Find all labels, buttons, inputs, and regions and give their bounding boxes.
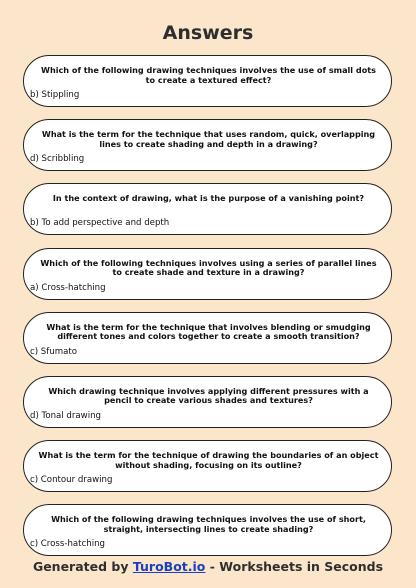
brand-link[interactable]: TuroBot.io — [132, 559, 206, 574]
answer-card — [23, 248, 392, 300]
answer-card — [23, 440, 392, 492]
question-text: Which of the following drawing techniques involves the use of short, straight, intersecting lines to create shading? — [51, 514, 366, 534]
question-text: Which drawing technique involves applying different pressures with a pencil to create various shades and textures? — [48, 385, 369, 406]
question-text: In the context of drawing, what is the purpose of a vanishing point? — [52, 193, 365, 204]
answer-card — [23, 55, 392, 107]
answer-card — [23, 504, 392, 556]
answer-text: c) Sfumato — [30, 346, 78, 357]
answer-text: d) Scribbling — [30, 154, 85, 165]
answer-card — [23, 183, 392, 235]
answer-text: c) Contour drawing — [30, 475, 113, 486]
answer-text: c) Cross-hatching — [30, 539, 106, 550]
answer-list — [23, 55, 392, 569]
answer-text: a) Cross-hatching — [30, 282, 106, 293]
question-text: Which of the following techniques involves using a series of parallel lines to create shade and texture in a drawing? — [40, 257, 377, 278]
answer-card — [23, 119, 392, 171]
question-text: What is the term for the technique that involves blending or smudging different tones and colors together to create a smooth transition? — [46, 321, 371, 342]
footer-suffix: - Worksheets in Seconds — [205, 559, 384, 574]
question-text: What is the term for the technique of drawing the boundaries of an object without shading, focusing on its outline? — [38, 450, 379, 470]
page-title: Answers — [162, 22, 254, 44]
answer-text: d) Tonal drawing — [30, 410, 101, 421]
answer-card — [23, 376, 392, 428]
answer-text: b) To add perspective and depth — [30, 218, 170, 229]
answer-text: b) Stippling — [30, 90, 80, 100]
footer-prefix: Generated by — [32, 559, 133, 574]
question-text: What is the term for the technique that uses random, quick, overlapping lines to create shading and depth in a drawing? — [41, 129, 376, 149]
answer-card — [23, 312, 392, 364]
footer — [0, 559, 416, 574]
question-text: Which of the following drawing techniques involves the use of small dots to create a textured effect? — [41, 65, 376, 85]
